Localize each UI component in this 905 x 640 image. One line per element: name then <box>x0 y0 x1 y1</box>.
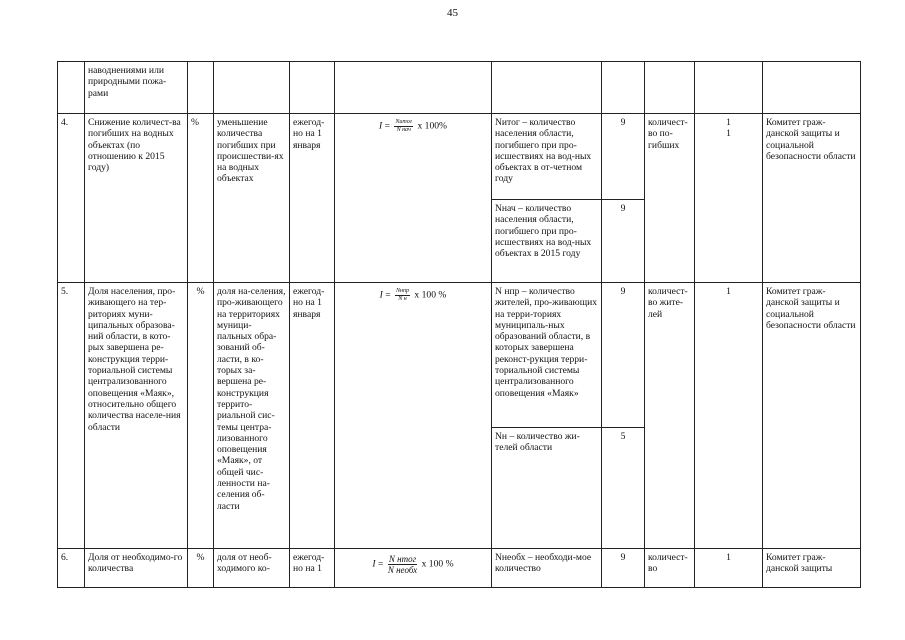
indicator-name: Снижение количест-ва погибших на водных объектах (по отношению к 2015 году) <box>85 114 188 283</box>
variable-description: Nитог – количество населения области, погибшего при про-исшествиях на вод-ных объектах в от-четном году <box>492 114 602 200</box>
formula: I = $\frac{\text{N нтог}}{\text{N необх}}$ x 100 % <box>335 549 492 588</box>
variable-code: 9 <box>602 283 645 428</box>
indicator-name: Доля населения, про-живающего на тер-риториях муни-ципальных образова-ний области, в кото-рых завершена ре-конструкция терри-ториальной системы централизованного оповещения «Маяк», относительно общего количества населе-ния области <box>85 283 188 549</box>
indicator-definition: уменьшение количества погибших при происшестви-ях на водных объектах <box>214 114 290 283</box>
responsible: Комитет граж-данской защиты <box>763 549 861 588</box>
table-row <box>58 114 861 200</box>
variable-code: 9 <box>602 549 645 588</box>
indicator-name: Доля от необходимо-го количества <box>85 549 188 588</box>
unit: % <box>188 114 214 283</box>
responsible: Комитет граж-данской защиты и социальной безопасности области <box>763 114 861 283</box>
row-number: 6. <box>58 549 85 588</box>
formula: I = $\frac{\text{Nнпр}}{\text{N н}}$ x 100 % <box>335 283 492 549</box>
row-number: 5. <box>58 283 85 549</box>
period: ежегод-но на 1 <box>290 549 335 588</box>
indicator-definition: доля на-селения, про-живающего на территориях муници-пальных обра-зований об-ласти, в ко-торых за-вершена ре-конструкция террито-риальной сис-темы центра-лизованного оповещения «Маяк», от общей чис-ленности на-селения об-ласти <box>214 283 290 549</box>
formula: I = $\frac{\text{Nитог}}{\text{N нач}}$ x 100% <box>335 114 492 283</box>
indicator-definition: доля от необ-ходимого ко- <box>214 549 290 588</box>
page-number: 45 <box>447 7 458 19</box>
variable-description: N нпр – количество жителей, про-живающих на терри-ториях муниципаль-ных образований области, в которых завершена реконст-рукция терри-ториальной системы централизованного оповещения «Маяк» <box>492 283 602 428</box>
collection-method: количест-во жите-лей <box>645 283 695 549</box>
variable-description: Nнеобх – необходи-мое количество <box>492 549 602 588</box>
unit: % <box>188 283 214 549</box>
table-row <box>58 549 861 588</box>
period: ежегод-но на 1 января <box>290 114 335 283</box>
period: ежегод-но на 1 января <box>290 283 335 549</box>
indicators-table <box>57 61 861 588</box>
aggregation: 1 1 <box>695 114 763 283</box>
collection-method: количест-во по-гибших <box>645 114 695 283</box>
variable-description: Nнач – количество населения области, погибшего при про-исшествиях на вод-ных объектах в 2015 году <box>492 200 602 283</box>
table-row <box>58 283 861 428</box>
aggregation: 1 <box>695 549 763 588</box>
responsible: Комитет граж-данской защиты и социальной безопасности области <box>763 283 861 549</box>
collection-method: количест-во <box>645 549 695 588</box>
indicator-name: наводнениями или природными пожа-рами <box>85 62 188 114</box>
variable-description: Nн – количество жи-телей области <box>492 428 602 549</box>
variable-code: 9 <box>602 114 645 200</box>
variable-code: 9 <box>602 200 645 283</box>
unit: % <box>188 549 214 588</box>
row-number: 4. <box>58 114 85 283</box>
aggregation: 1 <box>695 283 763 549</box>
table-row <box>58 62 861 114</box>
variable-code: 5 <box>602 428 645 549</box>
